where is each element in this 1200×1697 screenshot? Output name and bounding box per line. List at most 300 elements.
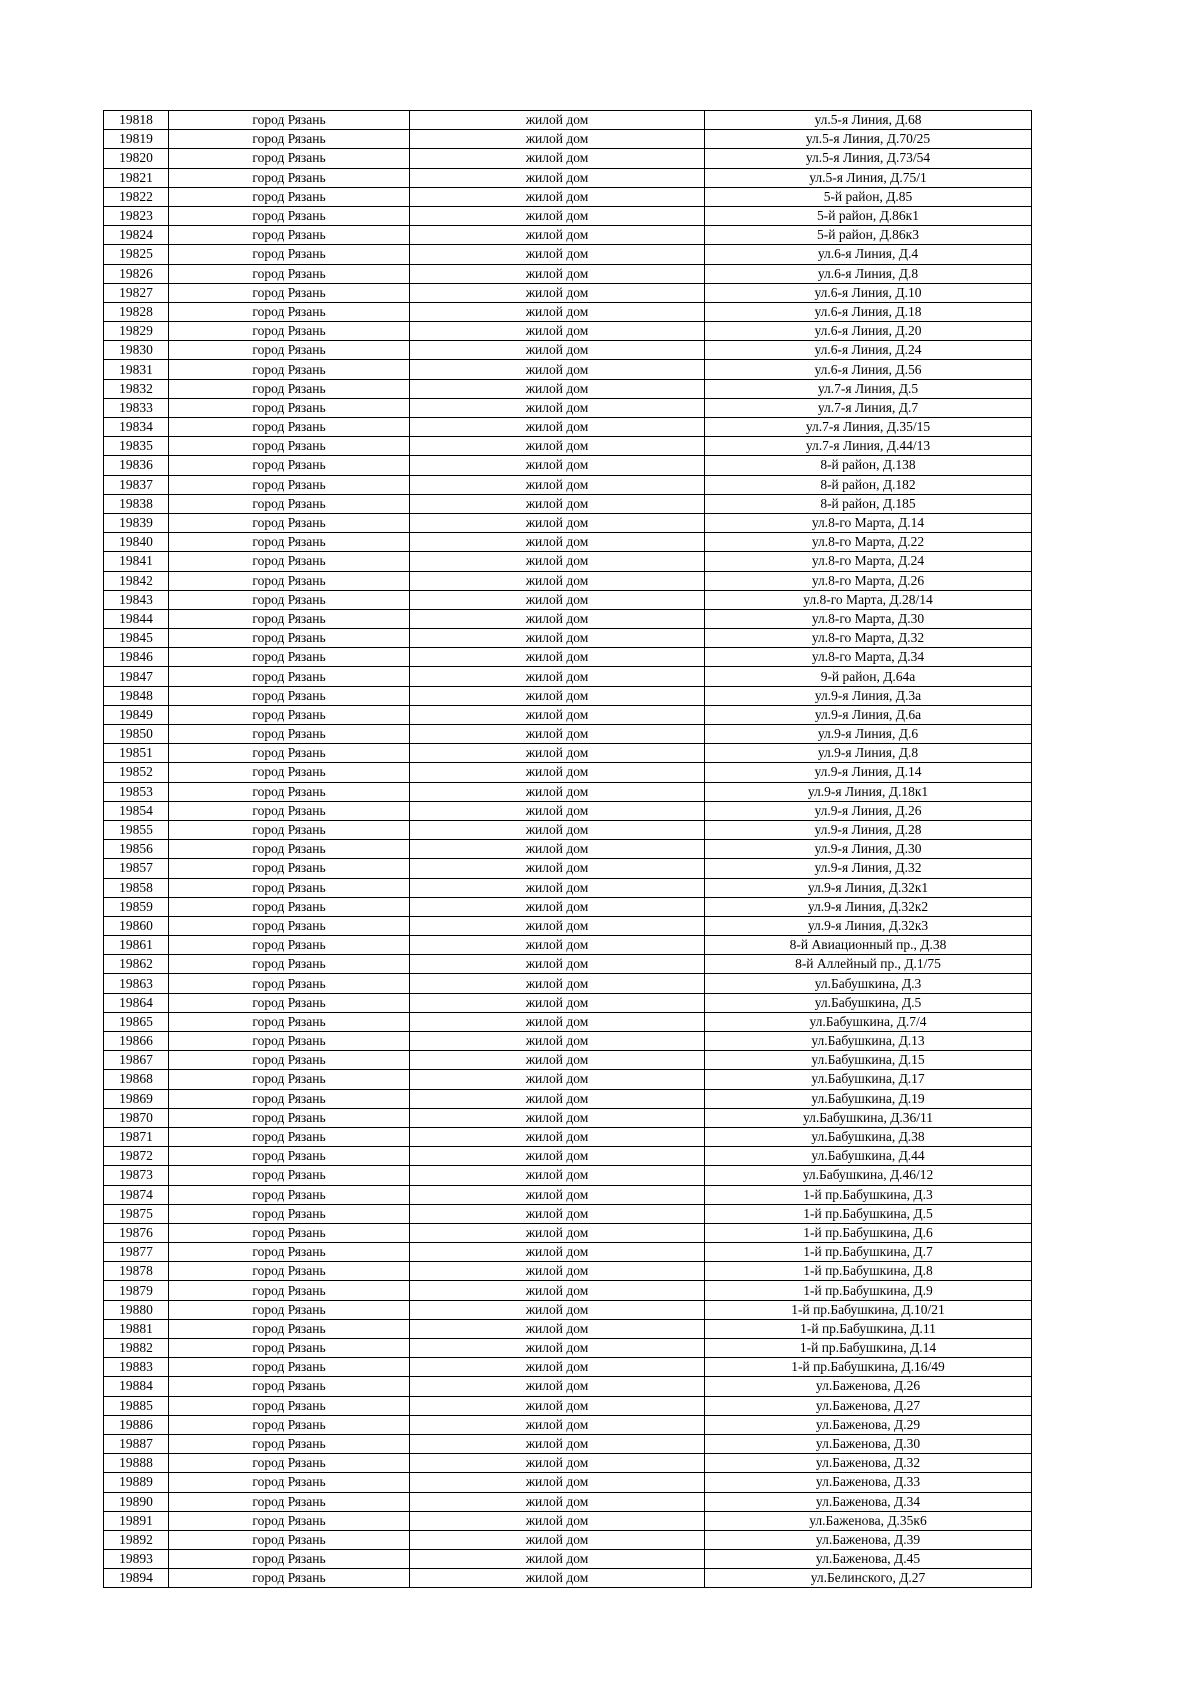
city-cell: город Рязань xyxy=(169,1511,410,1530)
city-cell: город Рязань xyxy=(169,705,410,724)
row-number-cell: 19869 xyxy=(104,1089,169,1108)
address-cell: 8-й Аллейный пр., Д.1/75 xyxy=(705,955,1032,974)
table-row xyxy=(104,187,1032,206)
row-number-cell: 19859 xyxy=(104,897,169,916)
row-number-cell: 19858 xyxy=(104,878,169,897)
city-cell: город Рязань xyxy=(169,1070,410,1089)
table-row xyxy=(104,1396,1032,1415)
row-number-cell: 19878 xyxy=(104,1262,169,1281)
table-row xyxy=(104,1300,1032,1319)
table-row xyxy=(104,1223,1032,1242)
address-cell: ул.Бабушкина, Д.5 xyxy=(705,993,1032,1012)
object-type-cell: жилой дом xyxy=(410,705,705,724)
row-number-cell: 19850 xyxy=(104,725,169,744)
row-number-cell: 19881 xyxy=(104,1319,169,1338)
address-cell: ул.Баженова, Д.32 xyxy=(705,1454,1032,1473)
object-type-cell: жилой дом xyxy=(410,264,705,283)
city-cell: город Рязань xyxy=(169,629,410,648)
object-type-cell: жилой дом xyxy=(410,782,705,801)
object-type-cell: жилой дом xyxy=(410,1454,705,1473)
city-cell: город Рязань xyxy=(169,1243,410,1262)
object-type-cell: жилой дом xyxy=(410,283,705,302)
table-row xyxy=(104,667,1032,686)
object-type-cell: жилой дом xyxy=(410,667,705,686)
row-number-cell: 19852 xyxy=(104,763,169,782)
row-number-cell: 19879 xyxy=(104,1281,169,1300)
address-cell: ул.9-я Линия, Д.32к2 xyxy=(705,897,1032,916)
table-row xyxy=(104,149,1032,168)
row-number-cell: 19847 xyxy=(104,667,169,686)
address-cell: 5-й район, Д.86к3 xyxy=(705,226,1032,245)
address-cell: ул.Баженова, Д.26 xyxy=(705,1377,1032,1396)
table-row xyxy=(104,264,1032,283)
address-cell: 1-й пр.Бабушкина, Д.6 xyxy=(705,1223,1032,1242)
address-cell: 9-й район, Д.64а xyxy=(705,667,1032,686)
table-row xyxy=(104,1127,1032,1146)
object-type-cell: жилой дом xyxy=(410,590,705,609)
address-cell: ул.Баженова, Д.35к6 xyxy=(705,1511,1032,1530)
table-row xyxy=(104,1511,1032,1530)
object-type-cell: жилой дом xyxy=(410,1358,705,1377)
table-row xyxy=(104,648,1032,667)
object-type-cell: жилой дом xyxy=(410,552,705,571)
row-number-cell: 19843 xyxy=(104,590,169,609)
object-type-cell: жилой дом xyxy=(410,111,705,130)
address-cell: ул.9-я Линия, Д.3а xyxy=(705,686,1032,705)
row-number-cell: 19892 xyxy=(104,1530,169,1549)
city-cell: город Рязань xyxy=(169,571,410,590)
address-cell: ул.6-я Линия, Д.18 xyxy=(705,302,1032,321)
city-cell: город Рязань xyxy=(169,111,410,130)
object-type-cell: жилой дом xyxy=(410,1281,705,1300)
object-type-cell: жилой дом xyxy=(410,571,705,590)
row-number-cell: 19829 xyxy=(104,322,169,341)
object-type-cell: жилой дом xyxy=(410,379,705,398)
address-cell: ул.Бабушкина, Д.38 xyxy=(705,1127,1032,1146)
object-type-cell: жилой дом xyxy=(410,1550,705,1569)
table-row xyxy=(104,1377,1032,1396)
row-number-cell: 19853 xyxy=(104,782,169,801)
table-row xyxy=(104,283,1032,302)
address-cell: ул.7-я Линия, Д.44/13 xyxy=(705,437,1032,456)
table-row xyxy=(104,609,1032,628)
row-number-cell: 19848 xyxy=(104,686,169,705)
address-cell: ул.8-го Марта, Д.22 xyxy=(705,533,1032,552)
address-cell: ул.Бабушкина, Д.46/12 xyxy=(705,1166,1032,1185)
object-type-cell: жилой дом xyxy=(410,398,705,417)
table-row xyxy=(104,955,1032,974)
table-row xyxy=(104,130,1032,149)
object-type-cell: жилой дом xyxy=(410,1070,705,1089)
object-type-cell: жилой дом xyxy=(410,1089,705,1108)
object-type-cell: жилой дом xyxy=(410,226,705,245)
object-type-cell: жилой дом xyxy=(410,1032,705,1051)
object-type-cell: жилой дом xyxy=(410,897,705,916)
row-number-cell: 19866 xyxy=(104,1032,169,1051)
table-row xyxy=(104,475,1032,494)
object-type-cell: жилой дом xyxy=(410,437,705,456)
row-number-cell: 19851 xyxy=(104,744,169,763)
city-cell: город Рязань xyxy=(169,820,410,839)
city-cell: город Рязань xyxy=(169,859,410,878)
table-row xyxy=(104,1185,1032,1204)
city-cell: город Рязань xyxy=(169,168,410,187)
city-cell: город Рязань xyxy=(169,513,410,532)
row-number-cell: 19863 xyxy=(104,974,169,993)
table-row xyxy=(104,1012,1032,1031)
row-number-cell: 19836 xyxy=(104,456,169,475)
object-type-cell: жилой дом xyxy=(410,533,705,552)
address-cell: ул.6-я Линия, Д.8 xyxy=(705,264,1032,283)
row-number-cell: 19819 xyxy=(104,130,169,149)
city-cell: город Рязань xyxy=(169,878,410,897)
city-cell: город Рязань xyxy=(169,494,410,513)
city-cell: город Рязань xyxy=(169,1012,410,1031)
address-cell: ул.Белинского, Д.27 xyxy=(705,1569,1032,1588)
row-number-cell: 19882 xyxy=(104,1339,169,1358)
row-number-cell: 19875 xyxy=(104,1204,169,1223)
city-cell: город Рязань xyxy=(169,955,410,974)
city-cell: город Рязань xyxy=(169,245,410,264)
address-cell: 5-й район, Д.85 xyxy=(705,187,1032,206)
address-cell: ул.8-го Марта, Д.30 xyxy=(705,609,1032,628)
row-number-cell: 19821 xyxy=(104,168,169,187)
table-row xyxy=(104,897,1032,916)
city-cell: город Рязань xyxy=(169,322,410,341)
city-cell: город Рязань xyxy=(169,187,410,206)
city-cell: город Рязань xyxy=(169,379,410,398)
address-cell: ул.9-я Линия, Д.26 xyxy=(705,801,1032,820)
table-row xyxy=(104,341,1032,360)
object-type-cell: жилой дом xyxy=(410,168,705,187)
city-cell: город Рязань xyxy=(169,1530,410,1549)
row-number-cell: 19864 xyxy=(104,993,169,1012)
table-row xyxy=(104,840,1032,859)
city-cell: город Рязань xyxy=(169,1185,410,1204)
address-cell: ул.Баженова, Д.33 xyxy=(705,1473,1032,1492)
city-cell: город Рязань xyxy=(169,686,410,705)
address-cell: ул.5-я Линия, Д.68 xyxy=(705,111,1032,130)
address-cell: ул.7-я Линия, Д.7 xyxy=(705,398,1032,417)
table-row xyxy=(104,111,1032,130)
table-row xyxy=(104,1262,1032,1281)
address-cell: 1-й пр.Бабушкина, Д.11 xyxy=(705,1319,1032,1338)
address-cell: ул.5-я Линия, Д.75/1 xyxy=(705,168,1032,187)
object-type-cell: жилой дом xyxy=(410,955,705,974)
address-cell: 1-й пр.Бабушкина, Д.9 xyxy=(705,1281,1032,1300)
city-cell: город Рязань xyxy=(169,648,410,667)
object-type-cell: жилой дом xyxy=(410,1051,705,1070)
address-cell: ул.5-я Линия, Д.70/25 xyxy=(705,130,1032,149)
city-cell: город Рязань xyxy=(169,744,410,763)
table-row xyxy=(104,533,1032,552)
object-type-cell: жилой дом xyxy=(410,187,705,206)
address-cell: ул.9-я Линия, Д.6а xyxy=(705,705,1032,724)
row-number-cell: 19846 xyxy=(104,648,169,667)
row-number-cell: 19884 xyxy=(104,1377,169,1396)
table-row xyxy=(104,1550,1032,1569)
city-cell: город Рязань xyxy=(169,782,410,801)
row-number-cell: 19840 xyxy=(104,533,169,552)
object-type-cell: жилой дом xyxy=(410,801,705,820)
address-cell: ул.9-я Линия, Д.18к1 xyxy=(705,782,1032,801)
object-type-cell: жилой дом xyxy=(410,820,705,839)
city-cell: город Рязань xyxy=(169,264,410,283)
table-row xyxy=(104,226,1032,245)
table-row xyxy=(104,763,1032,782)
row-number-cell: 19873 xyxy=(104,1166,169,1185)
table-row xyxy=(104,1051,1032,1070)
object-type-cell: жилой дом xyxy=(410,840,705,859)
city-cell: город Рязань xyxy=(169,1051,410,1070)
table-row xyxy=(104,801,1032,820)
table-row xyxy=(104,936,1032,955)
address-cell: ул.8-го Марта, Д.14 xyxy=(705,513,1032,532)
table-row xyxy=(104,1281,1032,1300)
object-type-cell: жилой дом xyxy=(410,494,705,513)
object-type-cell: жилой дом xyxy=(410,341,705,360)
address-cell: 1-й пр.Бабушкина, Д.10/21 xyxy=(705,1300,1032,1319)
row-number-cell: 19877 xyxy=(104,1243,169,1262)
address-cell: ул.Бабушкина, Д.15 xyxy=(705,1051,1032,1070)
address-cell: ул.Баженова, Д.45 xyxy=(705,1550,1032,1569)
object-type-cell: жилой дом xyxy=(410,1243,705,1262)
table-row xyxy=(104,494,1032,513)
address-cell: ул.8-го Марта, Д.32 xyxy=(705,629,1032,648)
city-cell: город Рязань xyxy=(169,283,410,302)
object-type-cell: жилой дом xyxy=(410,609,705,628)
object-type-cell: жилой дом xyxy=(410,149,705,168)
address-cell: ул.9-я Линия, Д.8 xyxy=(705,744,1032,763)
address-cell: ул.Бабушкина, Д.13 xyxy=(705,1032,1032,1051)
row-number-cell: 19889 xyxy=(104,1473,169,1492)
object-type-cell: жилой дом xyxy=(410,1434,705,1453)
city-cell: город Рязань xyxy=(169,341,410,360)
address-cell: 1-й пр.Бабушкина, Д.7 xyxy=(705,1243,1032,1262)
object-type-cell: жилой дом xyxy=(410,993,705,1012)
table-row xyxy=(104,1434,1032,1453)
row-number-cell: 19818 xyxy=(104,111,169,130)
city-cell: город Рязань xyxy=(169,418,410,437)
row-number-cell: 19834 xyxy=(104,418,169,437)
city-cell: город Рязань xyxy=(169,1166,410,1185)
table-row xyxy=(104,820,1032,839)
object-type-cell: жилой дом xyxy=(410,1127,705,1146)
city-cell: город Рязань xyxy=(169,1223,410,1242)
address-cell: 1-й пр.Бабушкина, Д.14 xyxy=(705,1339,1032,1358)
row-number-cell: 19885 xyxy=(104,1396,169,1415)
row-number-cell: 19872 xyxy=(104,1147,169,1166)
object-type-cell: жилой дом xyxy=(410,1319,705,1338)
address-cell: ул.Бабушкина, Д.36/11 xyxy=(705,1108,1032,1127)
row-number-cell: 19830 xyxy=(104,341,169,360)
city-cell: город Рязань xyxy=(169,609,410,628)
city-cell: город Рязань xyxy=(169,1262,410,1281)
city-cell: город Рязань xyxy=(169,897,410,916)
table-row xyxy=(104,629,1032,648)
table-row xyxy=(104,1492,1032,1511)
city-cell: город Рязань xyxy=(169,1415,410,1434)
address-cell: ул.7-я Линия, Д.35/15 xyxy=(705,418,1032,437)
address-cell: 1-й пр.Бабушкина, Д.8 xyxy=(705,1262,1032,1281)
table-row xyxy=(104,916,1032,935)
city-cell: город Рязань xyxy=(169,916,410,935)
row-number-cell: 19845 xyxy=(104,629,169,648)
city-cell: город Рязань xyxy=(169,130,410,149)
table-row xyxy=(104,360,1032,379)
object-type-cell: жилой дом xyxy=(410,878,705,897)
object-type-cell: жилой дом xyxy=(410,1377,705,1396)
address-cell: ул.8-го Марта, Д.28/14 xyxy=(705,590,1032,609)
row-number-cell: 19865 xyxy=(104,1012,169,1031)
city-cell: город Рязань xyxy=(169,475,410,494)
row-number-cell: 19890 xyxy=(104,1492,169,1511)
object-type-cell: жилой дом xyxy=(410,1396,705,1415)
city-cell: город Рязань xyxy=(169,1319,410,1338)
table-row xyxy=(104,859,1032,878)
object-type-cell: жилой дом xyxy=(410,974,705,993)
table-row xyxy=(104,1339,1032,1358)
table-row xyxy=(104,744,1032,763)
table-row xyxy=(104,1070,1032,1089)
row-number-cell: 19824 xyxy=(104,226,169,245)
object-type-cell: жилой дом xyxy=(410,1300,705,1319)
object-type-cell: жилой дом xyxy=(410,302,705,321)
row-number-cell: 19861 xyxy=(104,936,169,955)
row-number-cell: 19833 xyxy=(104,398,169,417)
address-cell: ул.9-я Линия, Д.30 xyxy=(705,840,1032,859)
city-cell: город Рязань xyxy=(169,840,410,859)
object-type-cell: жилой дом xyxy=(410,1262,705,1281)
table-row xyxy=(104,782,1032,801)
object-type-cell: жилой дом xyxy=(410,916,705,935)
row-number-cell: 19849 xyxy=(104,705,169,724)
row-number-cell: 19842 xyxy=(104,571,169,590)
address-cell: ул.Бабушкина, Д.44 xyxy=(705,1147,1032,1166)
object-type-cell: жилой дом xyxy=(410,1511,705,1530)
table-row xyxy=(104,1032,1032,1051)
object-type-cell: жилой дом xyxy=(410,1473,705,1492)
city-cell: город Рязань xyxy=(169,302,410,321)
table-row xyxy=(104,571,1032,590)
table-row xyxy=(104,1108,1032,1127)
table-row xyxy=(104,1089,1032,1108)
object-type-cell: жилой дом xyxy=(410,1223,705,1242)
object-type-cell: жилой дом xyxy=(410,245,705,264)
city-cell: город Рязань xyxy=(169,801,410,820)
address-cell: ул.9-я Линия, Д.32к1 xyxy=(705,878,1032,897)
address-cell: ул.9-я Линия, Д.32 xyxy=(705,859,1032,878)
address-cell: ул.Баженова, Д.27 xyxy=(705,1396,1032,1415)
row-number-cell: 19825 xyxy=(104,245,169,264)
address-cell: 1-й пр.Бабушкина, Д.5 xyxy=(705,1204,1032,1223)
city-cell: город Рязань xyxy=(169,590,410,609)
city-cell: город Рязань xyxy=(169,456,410,475)
address-cell: ул.6-я Линия, Д.20 xyxy=(705,322,1032,341)
row-number-cell: 19844 xyxy=(104,609,169,628)
address-cell: ул.6-я Линия, Д.56 xyxy=(705,360,1032,379)
object-type-cell: жилой дом xyxy=(410,1204,705,1223)
address-cell: 8-й район, Д.138 xyxy=(705,456,1032,475)
city-cell: город Рязань xyxy=(169,1377,410,1396)
address-cell: ул.9-я Линия, Д.32к3 xyxy=(705,916,1032,935)
city-cell: город Рязань xyxy=(169,1089,410,1108)
row-number-cell: 19874 xyxy=(104,1185,169,1204)
table-row xyxy=(104,379,1032,398)
table-row xyxy=(104,1319,1032,1338)
city-cell: город Рязань xyxy=(169,763,410,782)
row-number-cell: 19831 xyxy=(104,360,169,379)
object-type-cell: жилой дом xyxy=(410,763,705,782)
city-cell: город Рязань xyxy=(169,226,410,245)
address-cell: ул.8-го Марта, Д.34 xyxy=(705,648,1032,667)
address-cell: ул.Баженова, Д.34 xyxy=(705,1492,1032,1511)
row-number-cell: 19841 xyxy=(104,552,169,571)
row-number-cell: 19856 xyxy=(104,840,169,859)
city-cell: город Рязань xyxy=(169,1473,410,1492)
address-cell: 1-й пр.Бабушкина, Д.16/49 xyxy=(705,1358,1032,1377)
city-cell: город Рязань xyxy=(169,1339,410,1358)
row-number-cell: 19823 xyxy=(104,206,169,225)
city-cell: город Рязань xyxy=(169,1147,410,1166)
row-number-cell: 19871 xyxy=(104,1127,169,1146)
row-number-cell: 19893 xyxy=(104,1550,169,1569)
city-cell: город Рязань xyxy=(169,1127,410,1146)
row-number-cell: 19894 xyxy=(104,1569,169,1588)
city-cell: город Рязань xyxy=(169,974,410,993)
address-cell: ул.8-го Марта, Д.26 xyxy=(705,571,1032,590)
table-row xyxy=(104,245,1032,264)
table-row xyxy=(104,974,1032,993)
row-number-cell: 19860 xyxy=(104,916,169,935)
city-cell: город Рязань xyxy=(169,1550,410,1569)
city-cell: город Рязань xyxy=(169,149,410,168)
object-type-cell: жилой дом xyxy=(410,513,705,532)
address-cell: ул.5-я Линия, Д.73/54 xyxy=(705,149,1032,168)
table-row xyxy=(104,513,1032,532)
address-cell: ул.Баженова, Д.39 xyxy=(705,1530,1032,1549)
object-type-cell: жилой дом xyxy=(410,475,705,494)
city-cell: город Рязань xyxy=(169,1434,410,1453)
table-row xyxy=(104,302,1032,321)
address-cell: 8-й район, Д.182 xyxy=(705,475,1032,494)
address-cell: ул.Бабушкина, Д.17 xyxy=(705,1070,1032,1089)
city-cell: город Рязань xyxy=(169,398,410,417)
object-type-cell: жилой дом xyxy=(410,1108,705,1127)
object-type-cell: жилой дом xyxy=(410,1569,705,1588)
city-cell: город Рязань xyxy=(169,667,410,686)
table-row xyxy=(104,456,1032,475)
table-row xyxy=(104,686,1032,705)
row-number-cell: 19855 xyxy=(104,820,169,839)
table-row xyxy=(104,168,1032,187)
object-type-cell: жилой дом xyxy=(410,629,705,648)
row-number-cell: 19828 xyxy=(104,302,169,321)
object-type-cell: жилой дом xyxy=(410,744,705,763)
address-cell: ул.Баженова, Д.29 xyxy=(705,1415,1032,1434)
address-table xyxy=(103,110,1032,1588)
object-type-cell: жилой дом xyxy=(410,1339,705,1358)
city-cell: город Рязань xyxy=(169,206,410,225)
row-number-cell: 19822 xyxy=(104,187,169,206)
city-cell: город Рязань xyxy=(169,993,410,1012)
city-cell: город Рязань xyxy=(169,1032,410,1051)
row-number-cell: 19835 xyxy=(104,437,169,456)
table-row xyxy=(104,725,1032,744)
table-row xyxy=(104,437,1032,456)
row-number-cell: 19891 xyxy=(104,1511,169,1530)
row-number-cell: 19838 xyxy=(104,494,169,513)
